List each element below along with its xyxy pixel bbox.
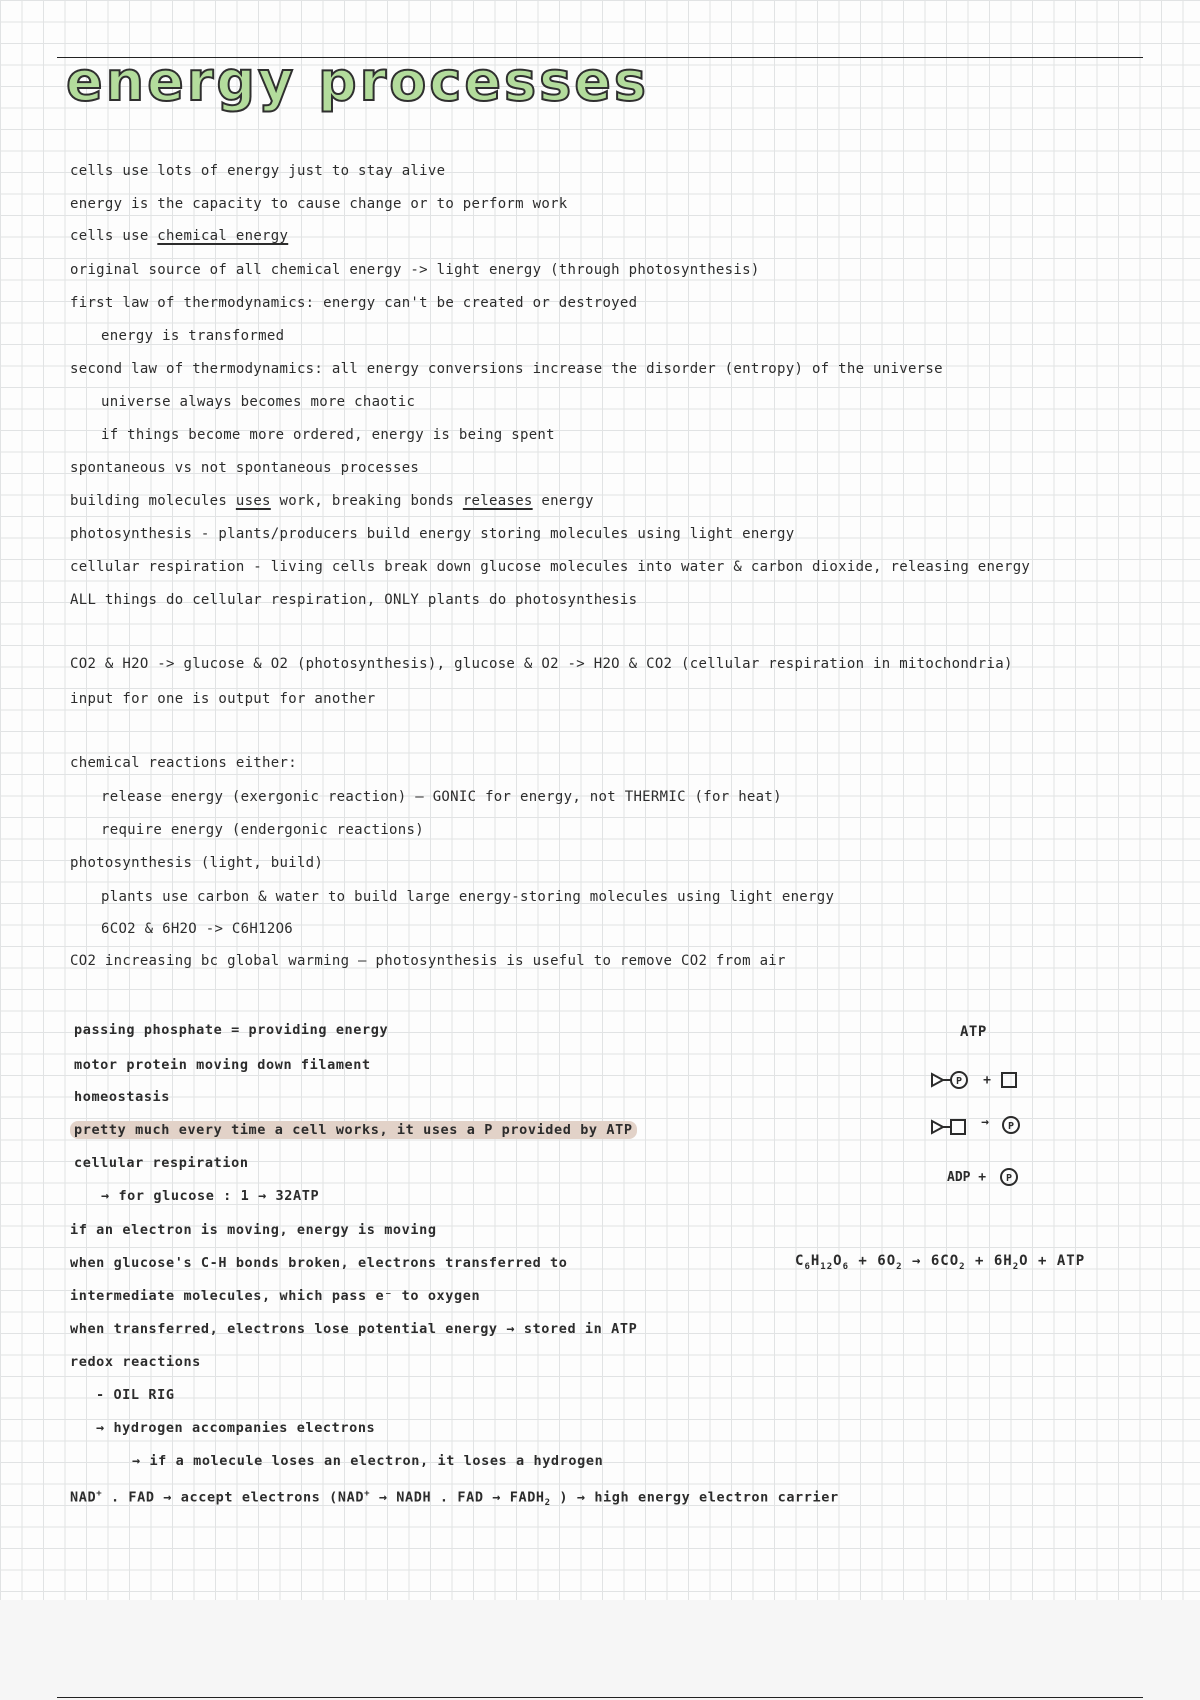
note-line: motor protein moving down filament — [74, 1057, 371, 1073]
note-line-indented: plants use carbon & water to build large energy-storing molecules using light energy — [101, 889, 835, 905]
equation-text: O — [833, 1253, 843, 1269]
note-line: photosynthesis (light, build) — [70, 855, 324, 871]
note-line: second law of thermodynamics: all energy conversions increase the disorder (entropy) of the universe — [70, 361, 943, 377]
subscript: 12 — [820, 1261, 834, 1272]
underlined-term: uses — [235, 493, 271, 509]
equation-text: C — [795, 1253, 805, 1269]
atp-molecule-sketch — [932, 1072, 1019, 1185]
note-line: input for one is output for another — [70, 691, 376, 707]
note-line: when glucose's C-H bonds broken, electrons transferred to — [70, 1255, 568, 1271]
note-line-indented: - OIL RIG — [96, 1387, 175, 1403]
note-line: when transferred, electrons lose potential energy → stored in ATP — [70, 1321, 638, 1337]
note-line-chemical-energy — [70, 227, 288, 245]
subscript: 6 — [842, 1261, 849, 1272]
note-line-indented: → hydrogen accompanies electrons — [96, 1420, 376, 1436]
note-line: homeostasis — [74, 1089, 171, 1105]
adenosine-triangle-icon — [932, 1074, 943, 1086]
phosphate-square-icon — [951, 1120, 965, 1134]
note-text: NAD — [70, 1489, 97, 1506]
note-text: building molecules — [70, 493, 236, 509]
note-line-building-molecules — [70, 492, 594, 510]
note-line-indented: → for glucose : 1 → 32ATP — [101, 1188, 320, 1204]
phosphate-label: P — [955, 1076, 963, 1087]
plus-sign: + — [983, 1073, 991, 1088]
adp-label: ADP + — [947, 1170, 987, 1185]
page-title: energy processes — [66, 50, 650, 113]
note-line: cellular respiration — [74, 1155, 249, 1171]
note-line: cellular respiration - living cells break down glucose molecules into water & carbon dioxide, releasing energy — [70, 559, 1031, 575]
bottom-rule — [57, 1697, 1143, 1698]
phosphate-square-icon — [1002, 1073, 1016, 1087]
note-line: spontaneous vs not spontaneous processes — [70, 460, 420, 476]
underlined-term: releases — [462, 493, 533, 509]
adenosine-triangle-icon — [932, 1121, 943, 1133]
subscript: 2 — [896, 1261, 903, 1272]
superscript: + — [364, 1489, 371, 1499]
superscript: + — [96, 1489, 103, 1499]
page-bottom-margin — [0, 1600, 1200, 1700]
note-line: redox reactions — [70, 1354, 201, 1370]
highlighted-note — [70, 1121, 637, 1139]
note-line-indented: require energy (endergonic reactions) — [101, 822, 424, 838]
note-line-indented: 6CO2 & 6H2O -> C6H12O6 — [101, 921, 294, 937]
note-line: original source of all chemical energy -> light energy (through photosynthesis) — [70, 262, 760, 278]
note-line: passing phosphate = providing energy — [74, 1022, 389, 1038]
respiration-equation — [795, 1253, 1085, 1272]
note-text: energy — [532, 493, 594, 509]
note-text: → NADH . FAD → FADH — [370, 1489, 545, 1506]
note-line-indented: universe always becomes more chaotic — [101, 394, 416, 410]
note-line: photosynthesis - plants/producers build energy storing molecules using light energy — [70, 526, 795, 542]
highlight: pretty much every time a cell works, it uses a P provided by ATP — [70, 1121, 637, 1139]
phosphate-label: P — [1005, 1173, 1013, 1184]
subscript: 2 — [544, 1498, 551, 1509]
note-line-indented-2: → if a molecule loses an electron, it loses a hydrogen — [132, 1453, 604, 1469]
atp-label: ATP — [960, 1024, 987, 1040]
note-line: chemical reactions either: — [70, 755, 297, 771]
note-line: ALL things do cellular respiration, ONLY plants do photosynthesis — [70, 592, 638, 608]
note-text: work, breaking bonds — [270, 493, 463, 509]
note-line: cells use lots of energy just to stay alive — [70, 163, 446, 179]
subscript: 2 — [959, 1261, 966, 1272]
equation-text: + 6H — [965, 1253, 1013, 1269]
note-line: CO2 & H2O -> glucose & O2 (photosynthesis), glucose & O2 -> H2O & CO2 (cellular respiration in mitochondria) — [70, 656, 1013, 672]
note-line-indented: release energy (exergonic reaction) — GONIC for energy, not THERMIC (for heat) — [101, 789, 782, 805]
note-line-nad-fad — [70, 1485, 839, 1512]
note-line: CO2 increasing bc global warming — photosynthesis is useful to remove CO2 from air — [70, 953, 786, 969]
note-text: ) → high energy electron carrier — [550, 1489, 839, 1506]
equation-text: + 6O — [849, 1253, 897, 1269]
note-line-indented: energy is transformed — [101, 328, 285, 344]
arrow: → — [981, 1115, 989, 1130]
equation-text: H — [810, 1253, 821, 1269]
note-line: energy is the capacity to cause change or to perform work — [70, 196, 568, 212]
equation-text: → 6CO — [902, 1253, 960, 1269]
note-line: if an electron is moving, energy is moving — [70, 1222, 437, 1238]
note-line: intermediate molecules, which pass e⁻ to oxygen — [70, 1288, 481, 1304]
note-text: cells use — [70, 228, 158, 244]
atp-diagram — [925, 1060, 1045, 1190]
subscript: 2 — [1012, 1261, 1020, 1272]
subscript: 6 — [804, 1261, 811, 1272]
phosphate-label: P — [1007, 1121, 1015, 1132]
equation-text: O + ATP — [1019, 1253, 1086, 1269]
note-line-indented: if things become more ordered, energy is being spent — [101, 427, 555, 443]
note-line: first law of thermodynamics: energy can't be created or destroyed — [70, 295, 638, 311]
underlined-term: chemical energy — [157, 228, 289, 244]
note-text: . FAD → accept electrons (NAD — [102, 1489, 365, 1506]
